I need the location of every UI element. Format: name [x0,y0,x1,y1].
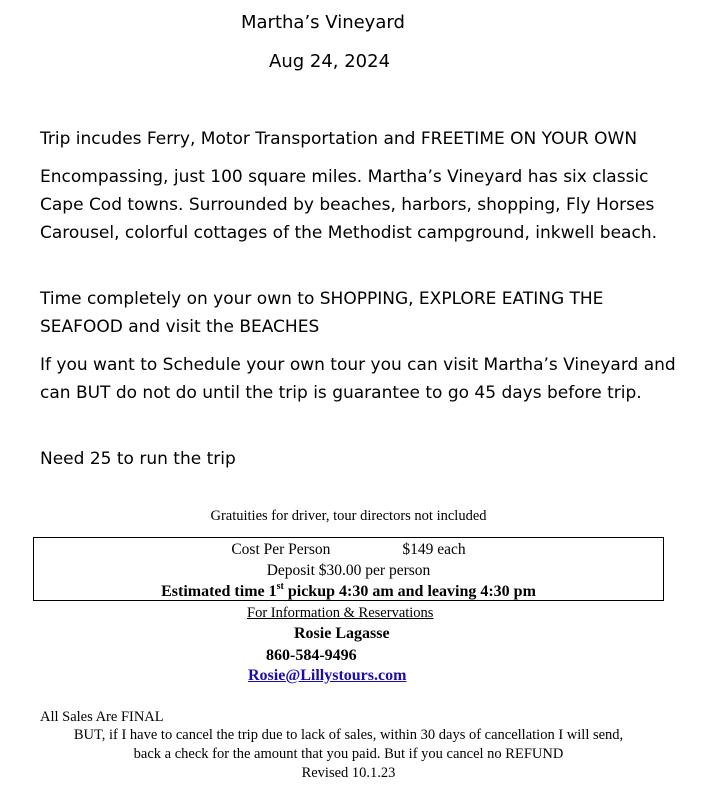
cost-line [34,541,663,559]
gratuities-note: Gratuities for driver, tour directors not included [210,508,487,524]
cost-value: $149 each [402,541,466,558]
estimated-time-line: Estimated time 1st pickup 4:30 am and leaving 4:30 pm [161,581,536,600]
includes-paragraph: Trip incudes Ferry, Motor Transportation and FREETIME ON YOUR OWN [40,129,638,149]
contact-phone: 860-584-9496 [266,647,357,664]
all-sales-final: All Sales Are FINAL [40,709,164,725]
refund-policy-line-1: BUT, if I have to cancel the trip due to lack of sales, within 30 days of cancellation I will send, [73,727,624,743]
revised-date: Revised 10.1.23 [301,765,396,781]
contact-name: Rosie Lagasse [294,625,390,642]
trip-date: Aug 24, 2024 [269,51,391,72]
contact-email-link[interactable]: Rosie@Lillystours.com [248,667,407,684]
schedule-paragraph: If you want to Schedule your own tour you can visit Martha’s Vineyard and can BUT do not do until the trip is guarantee to go 45 days before trip. [40,355,676,403]
document-title: Martha’s Vineyard [241,12,405,33]
deposit-line: Deposit $30.00 per person [266,562,431,579]
reservations-heading: For Information & Reservations [247,605,434,621]
cost-label: Cost Per Person [231,541,331,558]
minimum-paragraph: Need 25 to run the trip [40,449,236,469]
freetime-paragraph: Time completely on your own to SHOPPING, EXPLORE EATING THE SEAFOOD and visit the BEACHES [40,289,604,337]
description-paragraph: Encompassing, just 100 square miles. Martha’s Vineyard has six classic Cape Cod towns. Surrounded by beaches, harbors, shopping, Fly Horses Carousel, colorful cottages of the Methodist campground, inkwell beach. [40,167,657,243]
pricing-box [33,537,664,601]
refund-policy-line-2: back a check for the amount that you paid. But if you cancel no REFUND [133,746,564,762]
